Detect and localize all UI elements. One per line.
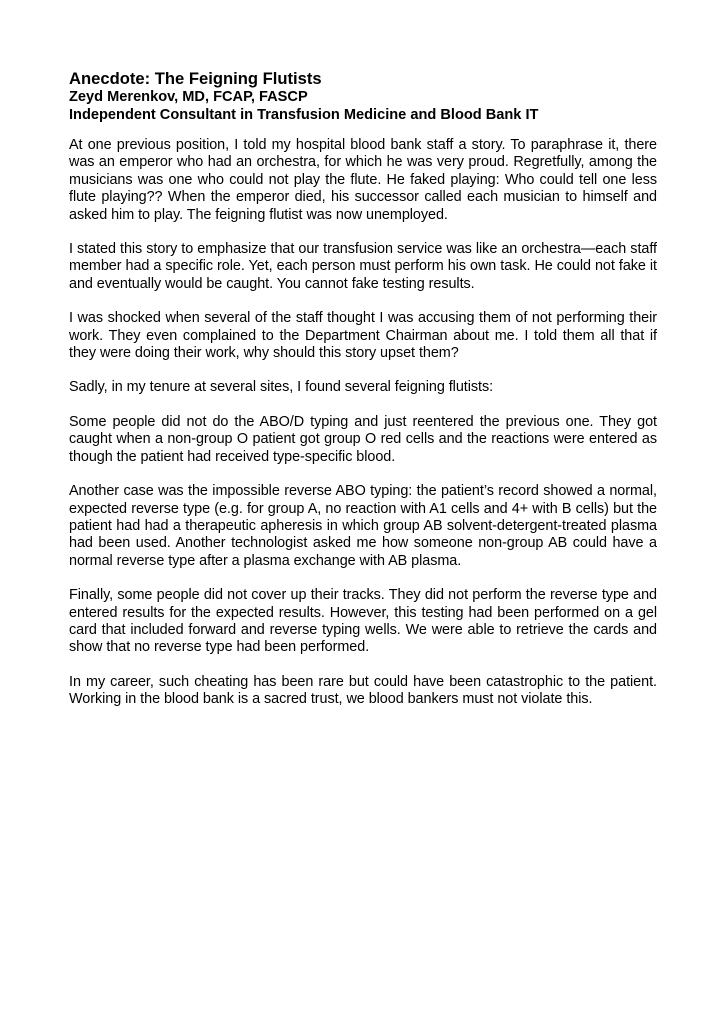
paragraph-orchestra-analogy: I stated this story to emphasize that our transfusion service was like an orchestra—each staff member had a specific role. Yet, each person must perform his own task. He could not fake it and eventually would be caught. You cannot fake testing results.: [69, 241, 657, 292]
paragraph-intro-cases: Sadly, in my tenure at several sites, I found several feigning flutists:: [69, 379, 494, 396]
paragraph-staff-reaction: I was shocked when several of the staff thought I was accusing them of not performing their work. They even complained to the Department Chairman about me. I told them all that if they were doing their work, why should this story upset them?: [69, 310, 657, 362]
paragraph-emperor-story: At one previous position, I told my hospital blood bank staff a story. To paraphrase it, there was an emperor who had an orchestra, for which he was very proud. Regretfully, among the musicians was one who could not play the flute. He faked playing: Who could tell one less flute playing?? When the emperor died, his successor called each musician to himself and asked him to play. The feigning flutist was now unemployed.: [69, 137, 657, 223]
author-line: Zeyd Merenkov, MD, FCAP, FASCP: [69, 89, 308, 105]
paragraph-case-abo-d: Some people did not do the ABO/D typing and just reentered the previous one. They got caught when a non-group O patient got group O red cells and the reactions were entered as though the patient had received type-specific blood.: [69, 413, 657, 465]
document-header: [69, 70, 657, 124]
document-page: [69, 70, 657, 726]
affiliation-line: Independent Consultant in Transfusion Medicine and Blood Bank IT: [69, 107, 539, 123]
paragraph-case-reverse-abo: Another case was the impossible reverse ABO typing: the patient’s record showed a normal, expected reverse type (e.g. for group A, no reaction with A1 cells and 4+ with B cells) but the patient had had a therapeutic apheresis in which group AB solvent-detergent-treated plasma had been used. Another technologist asked me how someone non-group AB could have a normal reverse type after a plasma exchange with AB plasma.: [69, 483, 657, 569]
paragraph-case-gel-card: Finally, some people did not cover up their tracks. They did not perform the reverse type and entered results for the expected results. However, this testing had been performed on a gel card that included forward and reverse typing wells. We were able to retrieve the cards and show that no reverse type had been performed.: [69, 587, 657, 656]
document-title: Anecdote: The Feigning Flutists: [69, 69, 322, 88]
paragraph-conclusion: In my career, such cheating has been rare but could have been catastrophic to the patient. Working in the blood bank is a sacred trust, we blood bankers must not violate this.: [69, 673, 657, 708]
document-body: [69, 137, 657, 709]
